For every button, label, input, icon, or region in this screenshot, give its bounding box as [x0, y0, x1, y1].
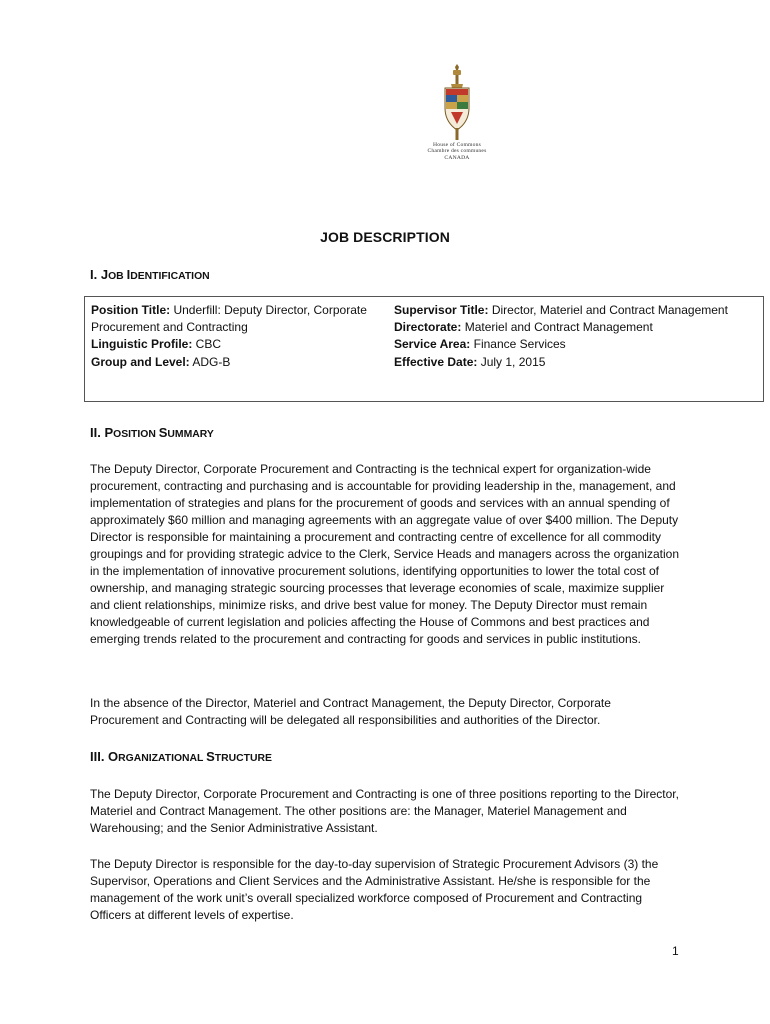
group-level-value: ADG-B: [189, 354, 231, 369]
identification-table: [84, 296, 764, 402]
section-heading-identification: [90, 267, 210, 282]
supervisor-title-value: Director, Materiel and Contract Management: [488, 303, 728, 317]
house-of-commons-crest-icon: [439, 62, 475, 142]
position-title-label: Position Title:: [91, 303, 171, 317]
position-title-field: [91, 302, 381, 336]
directorate-label: Directorate:: [394, 320, 462, 335]
supervisor-title-label: Supervisor Title:: [394, 303, 489, 317]
section-heading-structure: [90, 749, 272, 764]
linguistic-profile-field: [91, 336, 381, 353]
section-heading-text: S: [206, 749, 215, 764]
linguistic-profile-label: Linguistic Profile:: [91, 337, 193, 352]
group-level-field: [91, 354, 381, 371]
effective-date-field: [394, 354, 754, 371]
directorate-field: [394, 319, 754, 336]
section-heading-text: OSITION: [113, 429, 159, 440]
section-heading-text: DENTIFICATION: [130, 271, 210, 282]
service-area-value: Finance Services: [470, 337, 566, 352]
effective-date-value: July 1, 2015: [477, 354, 546, 369]
summary-paragraph-1: The Deputy Director, Corporate Procurement and Contracting is the technical expert for organization-wide procurement, contracting and purchasing and is accountable for providing leadership in the, management, and implementation of strategies and plans for the procurement of goods and services with an annual spending of approximately $60 million and managing agreements with an aggregate value of over $400 million. The Deputy Director is responsible for maintaining a procurement and contracting centre of excellence for all commodity groupings and for providing strategic advice to the Clerk, Service Heads and managers across the organization in the implementation of innovative procurement solutions, identifying opportunities to lower the total cost of ownership, and managing strategic sourcing processes that leverage economies of scale, maximize supplier and client relationships, minimize risks, and drive best value for money. The Deputy Director must remain knowledgeable of current legislation and policies affecting the House of Commons and best practices and emerging trends related to the procurement and contracting for goods and services in public institutions.: [90, 462, 679, 646]
section-heading-text: OB: [108, 271, 127, 282]
logo-block: [412, 62, 502, 161]
document-title: JOB DESCRIPTION: [320, 229, 450, 245]
logo-text-line3: CANADA: [444, 154, 470, 161]
service-area-field: [394, 336, 754, 353]
supervisor-title-field: [394, 302, 754, 319]
section-heading-text: UMMARY: [167, 429, 214, 440]
section-heading-text: RGANIZATIONAL: [118, 753, 207, 764]
linguistic-profile-value: CBC: [192, 337, 222, 352]
logo-text-line1: House of Commons: [433, 142, 481, 148]
summary-paragraph-2: In the absence of the Director, Materiel and Contract Management, the Deputy Director, Corporate Procurement and Contracting will be delegated all responsibilities and authorities of the Director.: [90, 696, 611, 727]
structure-paragraph-2: The Deputy Director is responsible for the day-to-day supervision of Strategic Procurement Advisors (3) the Supervisor, Operations and Client Services and the Administrative Assistant. He/she is responsible for the management of the work unit’s overall specialized workforce composed of Procurement and Contracting Officers at different levels of expertise.: [90, 857, 659, 922]
section-heading-text: I. J: [90, 267, 109, 282]
position-title-value: Underfill: Deputy Director, Corporate Procurement and Contracting: [91, 303, 367, 335]
section-heading-text: III. O: [90, 749, 119, 764]
section-heading-text: TRUCTURE: [214, 753, 272, 764]
identification-right-column: [394, 302, 754, 371]
effective-date-label: Effective Date:: [394, 354, 478, 369]
section-heading-summary: [90, 425, 214, 440]
service-area-label: Service Area:: [394, 337, 471, 352]
logo-text-line2: Chambre des communes: [427, 148, 487, 155]
identification-left-column: [91, 302, 381, 371]
directorate-value: Materiel and Contract Management: [461, 320, 653, 335]
group-level-label: Group and Level:: [91, 354, 190, 369]
section-heading-text: II. P: [90, 425, 114, 440]
page-number: 1: [672, 944, 679, 958]
section-heading-text: S: [158, 425, 168, 440]
section-heading-text: I: [126, 267, 131, 282]
structure-paragraph-1: The Deputy Director, Corporate Procurement and Contracting is one of three positions reporting to the Director, Materiel and Contract Management. The other positions are: the Manager, Materiel Management and Warehousing; and the Senior Administrative Assistant.: [90, 787, 679, 835]
